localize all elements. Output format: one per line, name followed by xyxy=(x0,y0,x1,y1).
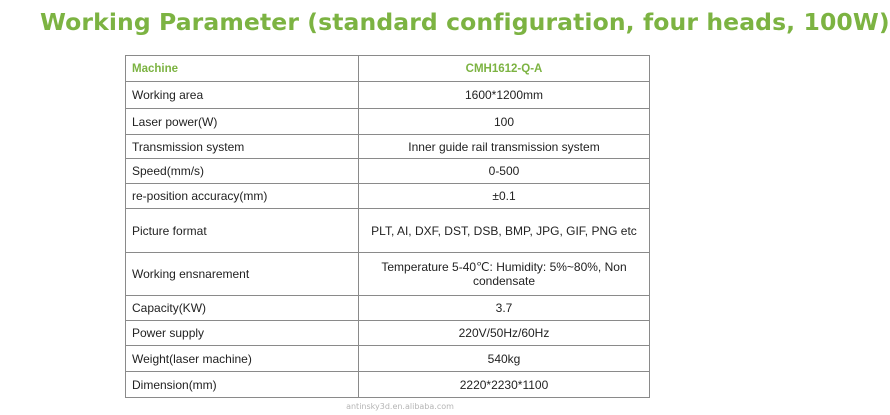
row-value: 3.7 xyxy=(359,296,650,321)
spec-table xyxy=(125,55,650,398)
row-label: Dimension(mm) xyxy=(126,372,359,398)
table-row xyxy=(126,109,650,135)
table-row xyxy=(126,209,650,253)
header-value: CMH1612-Q-A xyxy=(359,56,650,82)
table-row xyxy=(126,296,650,321)
table-row xyxy=(126,372,650,398)
row-label: Weight(laser machine) xyxy=(126,346,359,372)
row-value: Inner guide rail transmission system xyxy=(359,135,650,159)
row-label: Speed(mm/s) xyxy=(126,159,359,184)
table-row xyxy=(126,321,650,346)
row-value: 220V/50Hz/60Hz xyxy=(359,321,650,346)
row-label: Capacity(KW) xyxy=(126,296,359,321)
table-row xyxy=(126,82,650,109)
row-label: Working ensnarement xyxy=(126,253,359,296)
row-value: 0-500 xyxy=(359,159,650,184)
footer-watermark: antinsky3d.en.alibaba.com xyxy=(346,402,454,411)
row-value: PLT, AI, DXF, DST, DSB, BMP, JPG, GIF, PNG etc xyxy=(359,209,650,253)
table-row xyxy=(126,253,650,296)
table-row xyxy=(126,184,650,209)
table-row xyxy=(126,159,650,184)
row-value: 540kg xyxy=(359,346,650,372)
row-label: Picture format xyxy=(126,209,359,253)
row-label: Working area xyxy=(126,82,359,109)
row-value: 1600*1200mm xyxy=(359,82,650,109)
table-header-row xyxy=(126,56,650,82)
row-value: ±0.1 xyxy=(359,184,650,209)
header-label: Machine xyxy=(126,56,359,82)
row-label: Power supply xyxy=(126,321,359,346)
row-value: 2220*2230*1100 xyxy=(359,372,650,398)
table-row xyxy=(126,135,650,159)
row-value: Temperature 5-40℃: Humidity: 5%~80%, Non condensate xyxy=(359,253,650,296)
row-label: Transmission system xyxy=(126,135,359,159)
page-title: Working Parameter (standard configuration, four heads, 100W) xyxy=(40,8,890,36)
row-label: Laser power(W) xyxy=(126,109,359,135)
row-label: re-position accuracy(mm) xyxy=(126,184,359,209)
row-value: 100 xyxy=(359,109,650,135)
table-row xyxy=(126,346,650,372)
